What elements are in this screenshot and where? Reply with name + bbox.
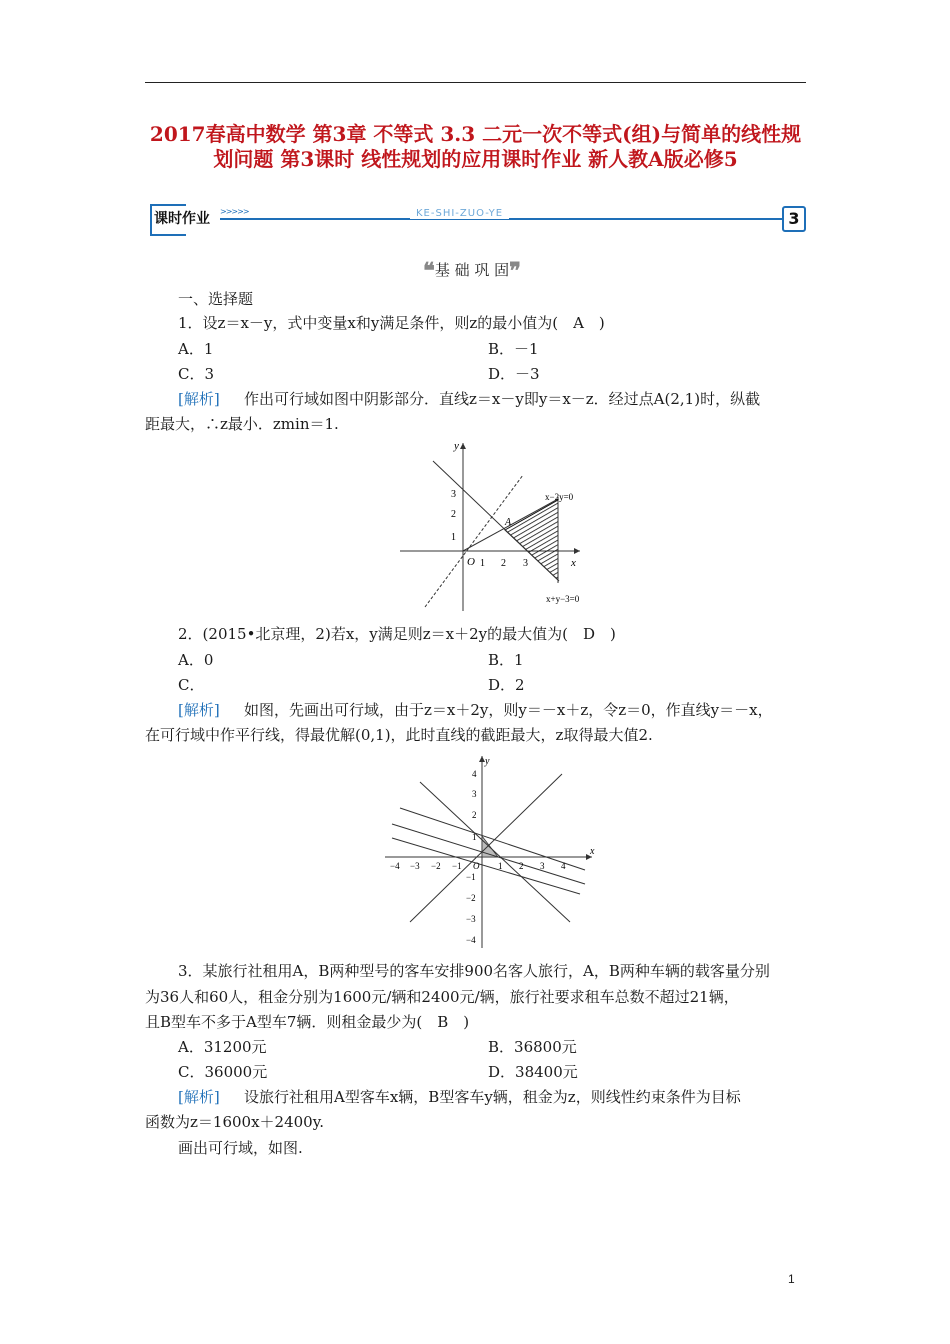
q3-stem-line-1: 3．某旅行社租用A，B两种型号的客车安排900名客人旅行，A，B两种车辆的载客量分别	[178, 962, 770, 980]
x-axis-label: x	[590, 846, 595, 857]
feasible-region	[505, 500, 558, 580]
y-tick-neg3: −3	[466, 914, 476, 924]
banner-label: 课时作业	[154, 211, 210, 227]
q3-option-d: D．38400元	[488, 1063, 578, 1081]
line-label-x-2y: x−2y=0	[545, 492, 574, 502]
x-tick-1: 1	[480, 558, 485, 569]
figure-1-graph	[395, 435, 595, 615]
header-rule	[145, 82, 806, 83]
q2-analysis-line-1: 如图，先画出可行域，由于z＝x＋2y，则y＝－x＋z，令z＝0，作直线y＝－x，	[244, 701, 773, 719]
y-tick-4: 4	[472, 769, 477, 779]
close-quote-icon: ❞	[509, 258, 521, 284]
parallel-line-2	[392, 824, 585, 884]
origin-label: O	[473, 861, 480, 871]
x-tick-neg3: −3	[410, 861, 420, 871]
q1-analysis-line-2: 距最大，∴z最小．zmin＝1.	[145, 415, 339, 433]
q1-analysis-tag: [解析]	[178, 390, 220, 408]
section-heading-text: 基 础 巩 固	[434, 261, 510, 279]
part-label: 一、选择题	[178, 290, 254, 308]
q3-analysis-line-2: 函数为z＝1600x＋2400y.	[145, 1113, 324, 1131]
line-label-x-y-3: x+y−3=0	[546, 594, 580, 604]
q2-option-c: C．	[178, 676, 205, 694]
section-heading	[423, 258, 521, 284]
banner-code: KE-SHI-ZUO-YE	[410, 208, 509, 219]
x-tick-3: 3	[523, 558, 528, 569]
q3-stem-line-2: 为36人和60人，租金分别为1600元/辆和2400元/辆，旅行社要求租车总数不超过21辆，	[145, 988, 739, 1006]
q2-stem: 2．(2015•北京理，2)若x，y满足则z＝x＋2y的最大值为( D )	[178, 625, 616, 643]
y-tick-neg4: −4	[466, 935, 476, 945]
q1-stem: 1．设z＝x－y，式中变量x和y满足条件，则z的最小值为( A )	[178, 314, 605, 332]
x-tick-3: 3	[540, 861, 545, 871]
section-banner	[150, 204, 806, 234]
y-axis-arrow-icon	[460, 443, 466, 449]
document-title: 2017春高中数学 第3章 不等式 3.3 二元一次不等式(组)与简单的线性规划问题 第3课时 线性规划的应用课时作业 新人教A版必修5	[149, 122, 802, 171]
y-axis-label: y	[485, 756, 490, 767]
y-tick-1: 1	[472, 832, 477, 842]
x-tick-neg4: −4	[390, 861, 400, 871]
y-tick-2: 2	[451, 509, 456, 520]
x-axis-label: x	[571, 557, 576, 569]
q2-option-b: B．1	[488, 651, 524, 669]
x-tick-2: 2	[519, 861, 524, 871]
q3-analysis-tag: [解析]	[178, 1088, 220, 1106]
y-tick-2: 2	[472, 810, 477, 820]
open-quote-icon: ❝	[423, 258, 435, 284]
x-tick-neg2: −2	[431, 861, 441, 871]
q1-option-d: D．－3	[488, 365, 540, 383]
q1-option-b: B．－1	[488, 340, 539, 358]
q1-analysis-line-1: 作出可行域如图中阴影部分．直线z＝x－y即y＝x－z．经过点A(2,1)时，纵截	[244, 390, 761, 408]
q3-option-c: C．36000元	[178, 1063, 268, 1081]
q3-option-a: A．31200元	[178, 1038, 267, 1056]
q1-option-c: C．3	[178, 365, 215, 383]
line-falling	[420, 782, 570, 922]
y-tick-neg2: −2	[466, 893, 476, 903]
x-tick-neg1: −1	[452, 861, 462, 871]
q3-stem-line-3: 且B型车不多于A型车7辆．则租金最少为( B )	[145, 1013, 470, 1031]
q2-option-d: D．2	[488, 676, 525, 694]
q1-option-a: A．1	[178, 340, 214, 358]
y-tick-3: 3	[451, 489, 456, 500]
q3-analysis-line-1: 设旅行社租用A型客车x辆，B型客车y辆，租金为z，则线性约束条件为目标	[244, 1088, 741, 1106]
page-number: 1	[788, 1272, 795, 1286]
banner-number: 3	[782, 206, 806, 232]
parallel-line-1	[400, 808, 585, 870]
x-axis-arrow-icon	[574, 548, 580, 554]
y-tick-3: 3	[472, 789, 477, 799]
q2-analysis-tag: [解析]	[178, 701, 220, 719]
q2-option-a: A．0	[178, 651, 214, 669]
q3-extra-line: 画出可行域，如图.	[178, 1139, 303, 1157]
q2-analysis-line-2: 在可行域中作平行线，得最优解(0,1)，此时直线的截距最大，z取得最大值2.	[145, 726, 653, 744]
point-a-label: A	[505, 517, 512, 528]
line-dashed-objective	[425, 475, 523, 607]
line-rising	[410, 774, 562, 922]
origin-label: O	[467, 556, 475, 568]
x-tick-2: 2	[501, 558, 506, 569]
q3-option-b: B．36800元	[488, 1038, 577, 1056]
banner-arrows: >>>>>	[220, 207, 249, 216]
x-tick-1: 1	[498, 861, 503, 871]
figure-2-graph	[380, 752, 602, 952]
y-axis-label: y	[454, 440, 459, 452]
x-tick-4: 4	[561, 861, 566, 871]
y-tick-neg1: −1	[466, 872, 476, 882]
y-tick-1: 1	[451, 532, 456, 543]
